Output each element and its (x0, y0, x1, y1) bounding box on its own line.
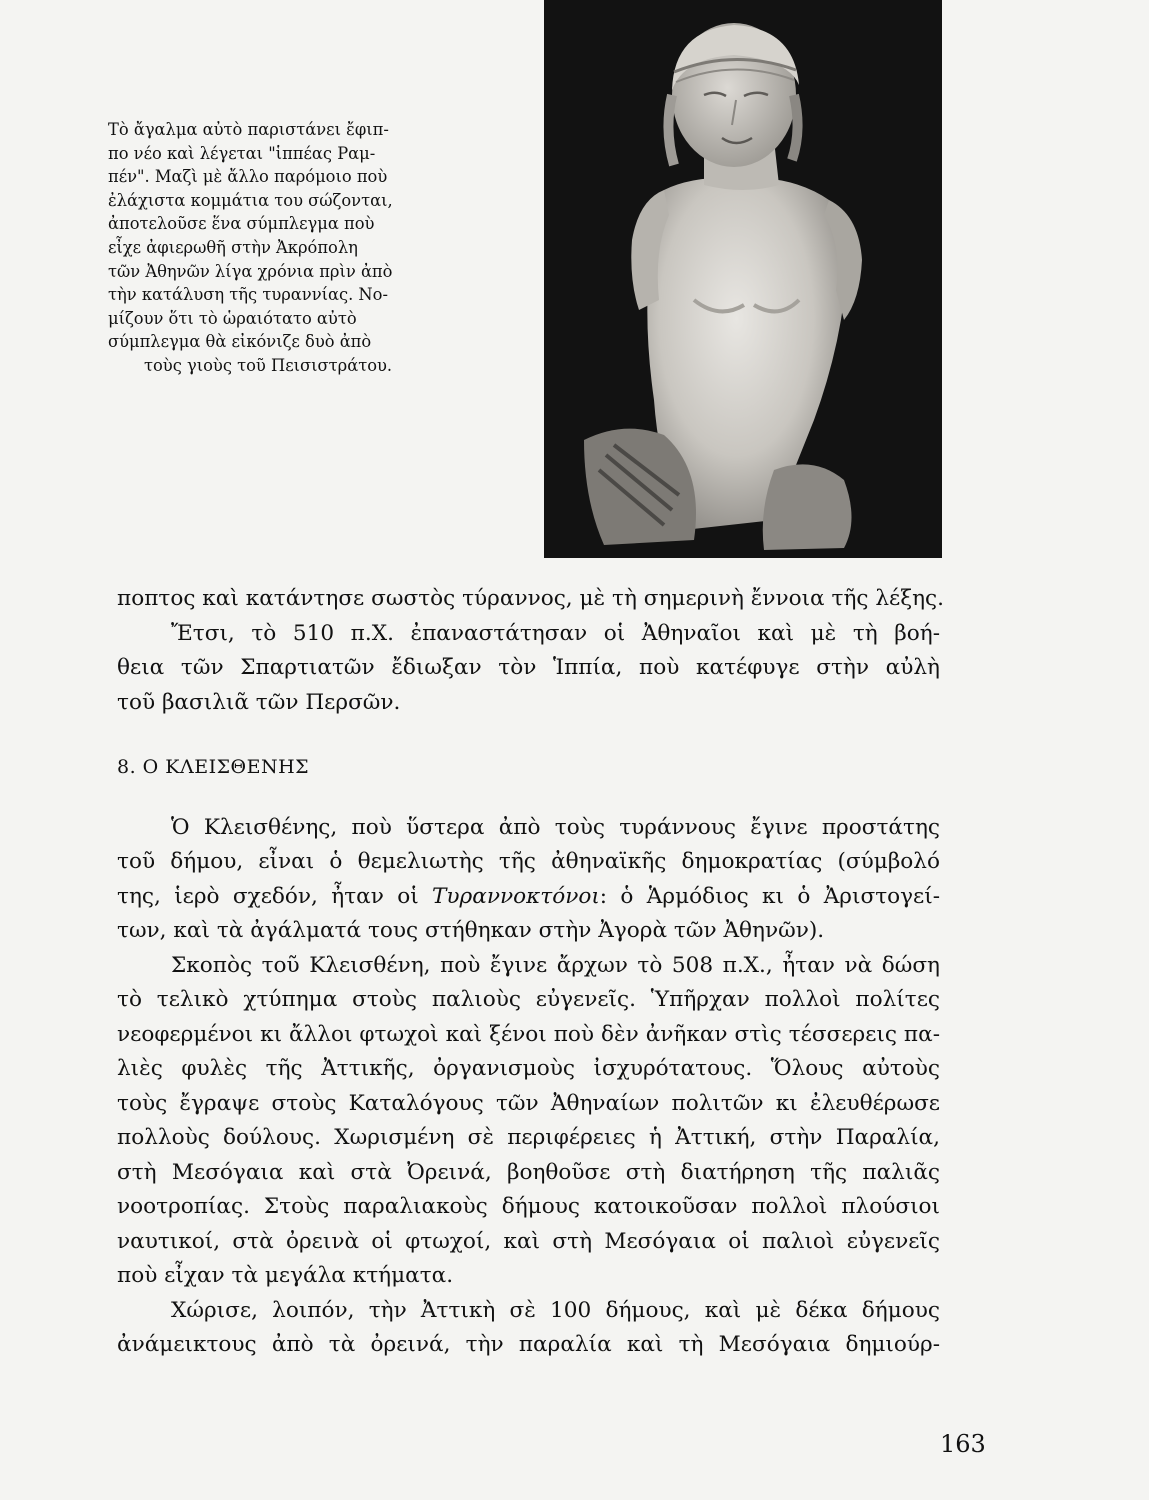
text-line: ναυτικοί, στὰ ὀρεινὰ οἱ φτωχοί, καὶ στὴ Μεσόγαια οἱ παλιοὶ εὐγενεῖς (117, 1228, 940, 1254)
text-line: λιὲς φυλὲς τῆς Ἀττικῆς, ὀργανισμοὺς ἰσχυρότατους. Ὅλους αὐτοὺς (117, 1056, 940, 1081)
text-line: ποπτος καὶ κατάντησε σωστὸς τύραννος, μὲ τὴ σημερινὴ ἔννοια τῆς λέξης. (117, 586, 945, 611)
text-line: Ὁ Κλεισθένης, ποὺ ὕστερα ἀπὸ τοὺς τυράννους ἔγινε προστάτης (171, 814, 940, 840)
text-line: τοῦ βασιλιᾶ τῶν Περσῶν. (117, 689, 401, 715)
text-line: νεοφερμένοι κι ἄλλοι φτωχοὶ καὶ ξένοι ποὺ δὲν ἀνῆκαν στὶς τέσσερεις πα- (117, 1021, 940, 1047)
page-number: 163 (940, 1430, 986, 1458)
statue-photo (544, 0, 942, 558)
main-text (117, 582, 945, 1363)
caption-line: τῶν Ἀθηνῶν λίγα χρόνια πρὶν ἀπὸ (108, 261, 393, 281)
caption-line: Τὸ ἄγαλμα αὐτὸ παριστάνει ἔφιπ- (108, 120, 389, 139)
text-line: τὸ τελικὸ χτύπημα στοὺς παλιοὺς εὐγενεῖς. Ὑπῆρχαν πολλοὶ πολίτες (117, 987, 940, 1012)
caption-line: τὴν κατάλυση τῆς τυραννίας. Νο- (108, 285, 388, 305)
statue-illustration (544, 0, 942, 558)
caption-line: τοὺς γιοὺς τοῦ Πεισιστράτου. (144, 355, 393, 375)
section-heading: 8. Ο ΚΛΕΙΣΘΕΝΗΣ (117, 756, 310, 778)
text-line: των, καὶ τὰ ἀγάλματά τους στήθηκαν στὴν Ἀγορὰ τῶν Ἀθηνῶν). (117, 918, 825, 943)
text-line: Ἔτσι, τὸ 510 π.Χ. ἐπαναστάτησαν οἱ Ἀθηναῖοι καὶ μὲ τὴ βοή- (171, 620, 940, 646)
text-fragment: : ὁ Ἁρμόδιος κι ὁ Ἀριστογεί- (599, 883, 940, 909)
text-line: Χώρισε, λοιπόν, τὴν Ἀττικὴ σὲ 100 δήμους, καὶ μὲ δέκα δήμους (171, 1297, 940, 1323)
caption-line: πο νέο καὶ λέγεται "ἱππέας Ραμ- (108, 143, 376, 163)
text-line: νοοτροπίας. Στοὺς παραλιακοὺς δήμους κατοικοῦσαν πολλοὶ πλούσιοι (117, 1194, 940, 1219)
caption-line: σύμπλεγμα θὰ εἰκόνιζε δυὸ ἀπὸ (108, 332, 372, 352)
caption-line: ἐλάχιστα κομμάτια του σώζονται, (108, 190, 393, 210)
text-line: τοὺς ἔγραψε στοὺς Καταλόγους τῶν Ἀθηναίων πολιτῶν κι ἐλευθέρωσε (117, 1090, 940, 1116)
caption-line: πέν". Μαζὶ μὲ ἄλλο παρόμοιο ποὺ (108, 167, 388, 187)
text-line: ἀνάμεικτους ἀπὸ τὰ ὀρεινά, τὴν παραλία καὶ τὴ Μεσόγαια δημιούρ- (117, 1332, 940, 1357)
italic-term: Τυραννοκτόνοι (432, 883, 600, 909)
text-line: τοῦ δήμου, εἶναι ὁ θεμελιωτὴς τῆς ἀθηναϊκῆς δημοκρατίας (σύμβολό (117, 849, 940, 874)
text-fragment: της, ἱερὸ σχεδόν, ἦταν οἱ (117, 883, 433, 909)
caption-line: εἶχε ἀφιερωθῆ στὴν Ἀκρόπολη (108, 237, 358, 257)
caption-line: μίζουν ὅτι τὸ ὡραιότατο αὐτὸ (108, 308, 357, 328)
text-line: πολλοὺς δούλους. Χωρισμένη σὲ περιφέρειες ἡ Ἀττική, στὴν Παραλία, (117, 1125, 940, 1150)
caption-line: ἀποτελοῦσε ἕνα σύμπλεγμα ποὺ (108, 214, 375, 234)
text-line (117, 880, 940, 915)
text-line: ποὺ εἶχαν τὰ μεγάλα κτήματα. (117, 1263, 454, 1288)
photo-caption (108, 118, 460, 378)
text-line: θεια τῶν Σπαρτιατῶν ἔδιωξαν τὸν Ἱππία, ποὺ κατέφυγε στὴν αὐλὴ (117, 655, 940, 680)
text-line: στὴ Μεσόγαια καὶ στὰ Ὀρεινά, βοηθοῦσε στὴ διατήρηση τῆς παλιᾶς (117, 1159, 940, 1185)
text-line: Σκοπὸς τοῦ Κλεισθένη, ποὺ ἔγινε ἄρχων τὸ 508 π.Χ., ἦταν νὰ δώση (171, 952, 940, 978)
